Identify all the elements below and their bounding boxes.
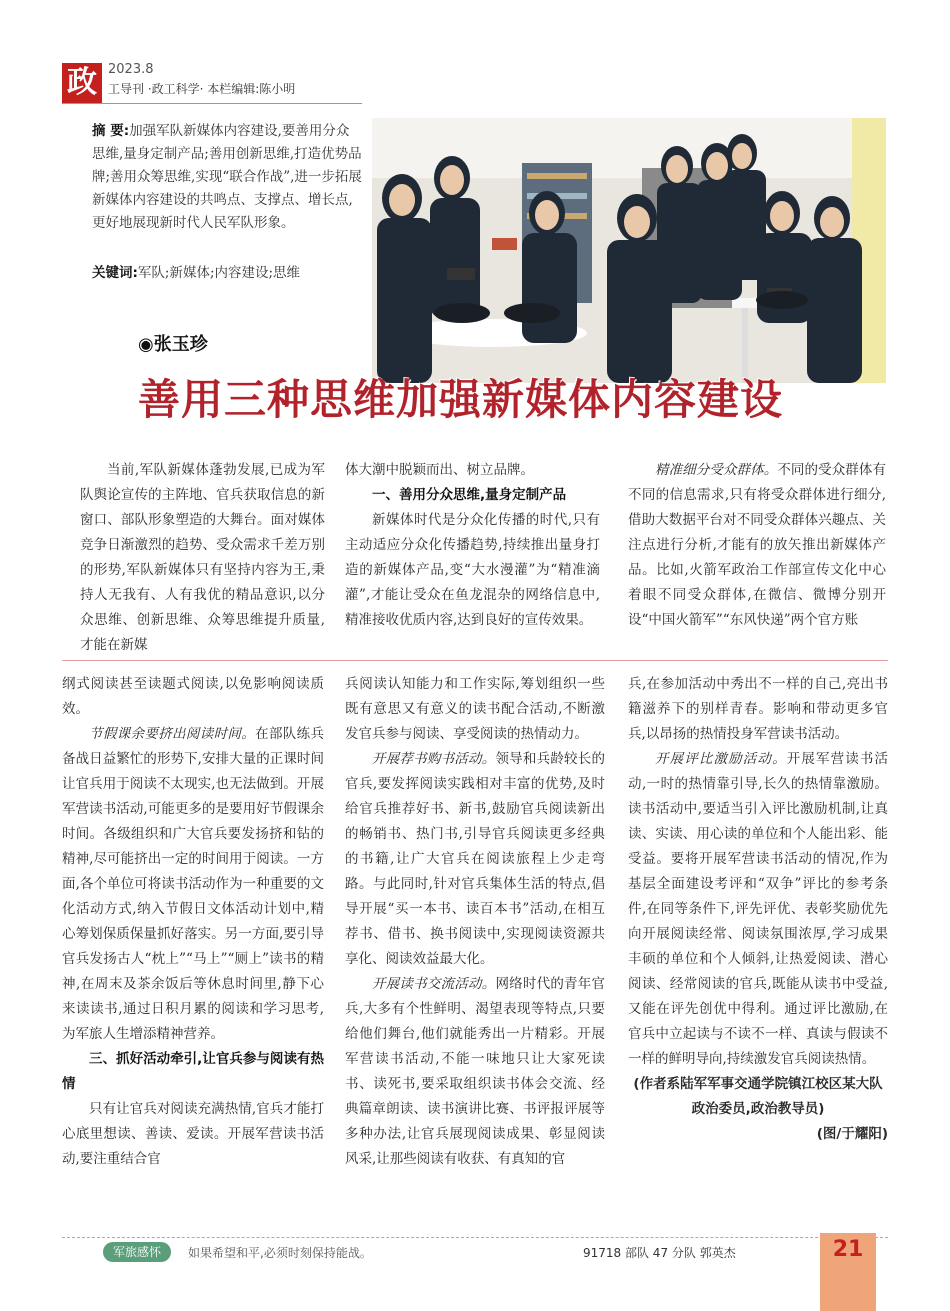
paragraph: 只有让官兵对阅读充满热情,官兵才能打心底里想读、善读、爱读。开展军营读书活动,要注重结合官 [62,1101,324,1167]
paragraph: 兵阅读认知能力和工作实际,筹划组织一些既有意思又有意义的读书配合活动,不断激发官兵参与阅读、享受阅读的热情动力。 [345,676,605,742]
paragraph: 新媒体时代是分众化传播的时代,只有主动适应分众化传播趋势,持续推出量身打造的新媒体产品,变“大水漫灌”为“精准滴灌”,才能让受众在鱼龙混杂的网络信息中,精准接收优质内容,达到良好的宣传效果。 [345,512,600,628]
paragraph-text: 在部队练兵备战日益繁忙的形势下,安排大量的正课时间让官兵用于阅读不太现实,也无法做到。开展军营读书活动,可能更多的是要用好节假课余时间。各级组织和广大官兵要发扬挤和钻的精神,尽可能挤出一定的时间用于阅读。一方面,各个单位可将读书活动作为一种重要的文化活动方式,纳入节假日文体活动计划中,精心筹划保质保量抓好落实。另一方面,要引导官兵发扬古人“枕上”“马上”“厕上”读书的精神,在周末及茶余饭后等休息时间里,静下心来读读书,通过日积月累的阅读和学习思考,为军旅人生增添精神营养。 [62,726,324,1042]
footer-calligraphy-credit: 91718 部队 47 分队 郭英杰 [583,1246,736,1260]
section-heading: 三、抓好活动牵引,让官兵参与阅读有热情 [62,1051,324,1092]
paragraph-text: 不同的受众群体有不同的信息需求,只有将受众群体进行细分,借助大数据平台对不同受众群体兴趣点、关注点进行分析,才能有的放矢推出新媒体产品。比如,火箭军政治工作部宣传文化中心着眼不同受众群体,在微信、微博分别开设“中国火箭军”“东风快递”两个官方账 [628,462,886,628]
author-name: ◉张玉珍 [138,334,208,355]
abstract [92,120,362,235]
header-divider [62,103,362,104]
keywords [92,262,362,284]
paragraph [628,747,888,1072]
paragraph-text: 网络时代的青年官兵,大多有个性鲜明、渴望表现等特点,只要给他们舞台,他们就能秀出一片精彩。开展军营读书活动,不能一味地只让大家死读书、读死书,要采取组织读书体会交流、经典篇章朗读、读书演讲比赛、书评报评展等多种办法,让官兵展现阅读成果、彰显阅读风采,让那些阅读有收获、有真知的官 [345,976,605,1167]
issue-date: 2023.8 [108,62,154,77]
paragraph [345,972,605,1172]
paragraph: 体大潮中脱颖而出、树立品牌。 [345,462,534,478]
lead-phrase: 节假课余要挤出阅读时间。 [89,726,256,742]
upper-column-3 [628,458,886,633]
lead-phrase: 开展读书交流活动。 [372,976,496,992]
lead-phrase: 开展荐书购书活动。 [372,751,496,767]
paragraph [62,722,324,1047]
footer-quote: 如果希望和平,必须时刻保持能战。 [188,1246,372,1260]
paragraph: 纲式阅读甚至读题式阅读,以免影响阅读质效。 [62,676,324,717]
keywords-text: 军队;新媒体;内容建设;思维 [137,265,301,281]
paragraph: 当前,军队新媒体蓬勃发展,已成为军队舆论宣传的主阵地、官兵获取信息的新窗口、部队形象塑造的大舞台。面对媒体竞争日渐激烈的趋势、受众需求千差万别的形势,军队新媒体只有坚持内容为王,秉持人无我有、人有我优的精品意识,以分众思维、创新思维、众筹思维提升质量,才能在新媒 [80,462,325,653]
author-signature: (作者系陆军军事交通学院镇江校区某大队政治委员,政治教导员) [633,1076,883,1117]
article-photo [372,118,886,383]
header-line: 工导刊 ·政工科学· 本栏编辑:陈小明 [108,82,296,96]
lead-phrase: 精准细分受众群体。 [655,462,778,478]
footer-tag: 军旅感怀 [103,1242,171,1262]
paragraph-text: 领导和兵龄较长的官兵,要发挥阅读实践相对丰富的优势,及时给官兵推荐好书、新书,鼓励官兵阅读新出的畅销书、热门书,引导官兵阅读更多经典的书籍,让广大官兵在阅读旅程上少走弯路。与此同时,针对官兵集体生活的特点,倡导开展“买一本书、读百本书”活动,在相互荐书、借书、换书阅读中,实现阅读资源共享化、阅读效益最大化。 [345,751,605,967]
abstract-text: 加强军队新媒体内容建设,要善用分众思维,量身定制产品;善用创新思维,打造优势品牌;善用众筹思维,实现“联合作战”,进一步拓展新媒体内容建设的共鸣点、支撑点、增长点,更好地展现新时代人民军队形象。 [92,123,362,231]
article-title: 善用三种思维加强新媒体内容建设 [138,375,784,424]
photo-credit: (图/于耀阳) [816,1126,888,1142]
paragraph [345,747,605,972]
section-heading: 一、善用分众思维,量身定制产品 [372,487,567,503]
section-divider [62,660,888,661]
magazine-logo: 政 [62,63,102,103]
footer-divider [62,1237,888,1238]
paragraph-text: 开展军营读书活动,一时的热情靠引导,长久的热情靠激励。读书活动中,要适当引入评比激励机制,让真读、实读、用心读的单位和个人能出彩、能受益。要将开展军营读书活动的情况,作为基层全面建设考评和“双争”评比的参考条件,在同等条件下,评先评优、表彰奖励优先向开展阅读经常、阅读氛围浓厚,学习成果丰硕的单位和个人倾斜,让热爱阅读、潜心阅读、经常阅读的官兵,既能从读书中受益,又能在评先创优中得利。通过评比激励,在官兵中立起读与不读不一样、真读与假读不一样的鲜明导向,持续激发官兵阅读热情。 [628,751,889,1067]
soldiers-reading-photo [372,118,886,383]
upper-column-1 [80,458,325,658]
paragraph [628,458,886,633]
abstract-label: 摘 要: [92,123,130,139]
paragraph: 兵,在参加活动中秀出不一样的自己,亮出书籍滋养下的别样青春。影响和带动更多官兵,以昂扬的热情投身军营读书活动。 [628,676,888,742]
upper-column-2 [345,458,600,633]
page-number: 21 [820,1233,876,1311]
lower-column-3 [628,672,888,1147]
lead-phrase: 开展评比激励活动。 [655,751,787,767]
keywords-label: 关键词: [92,265,138,281]
lower-column-1 [62,672,324,1172]
lower-column-2 [345,672,605,1172]
